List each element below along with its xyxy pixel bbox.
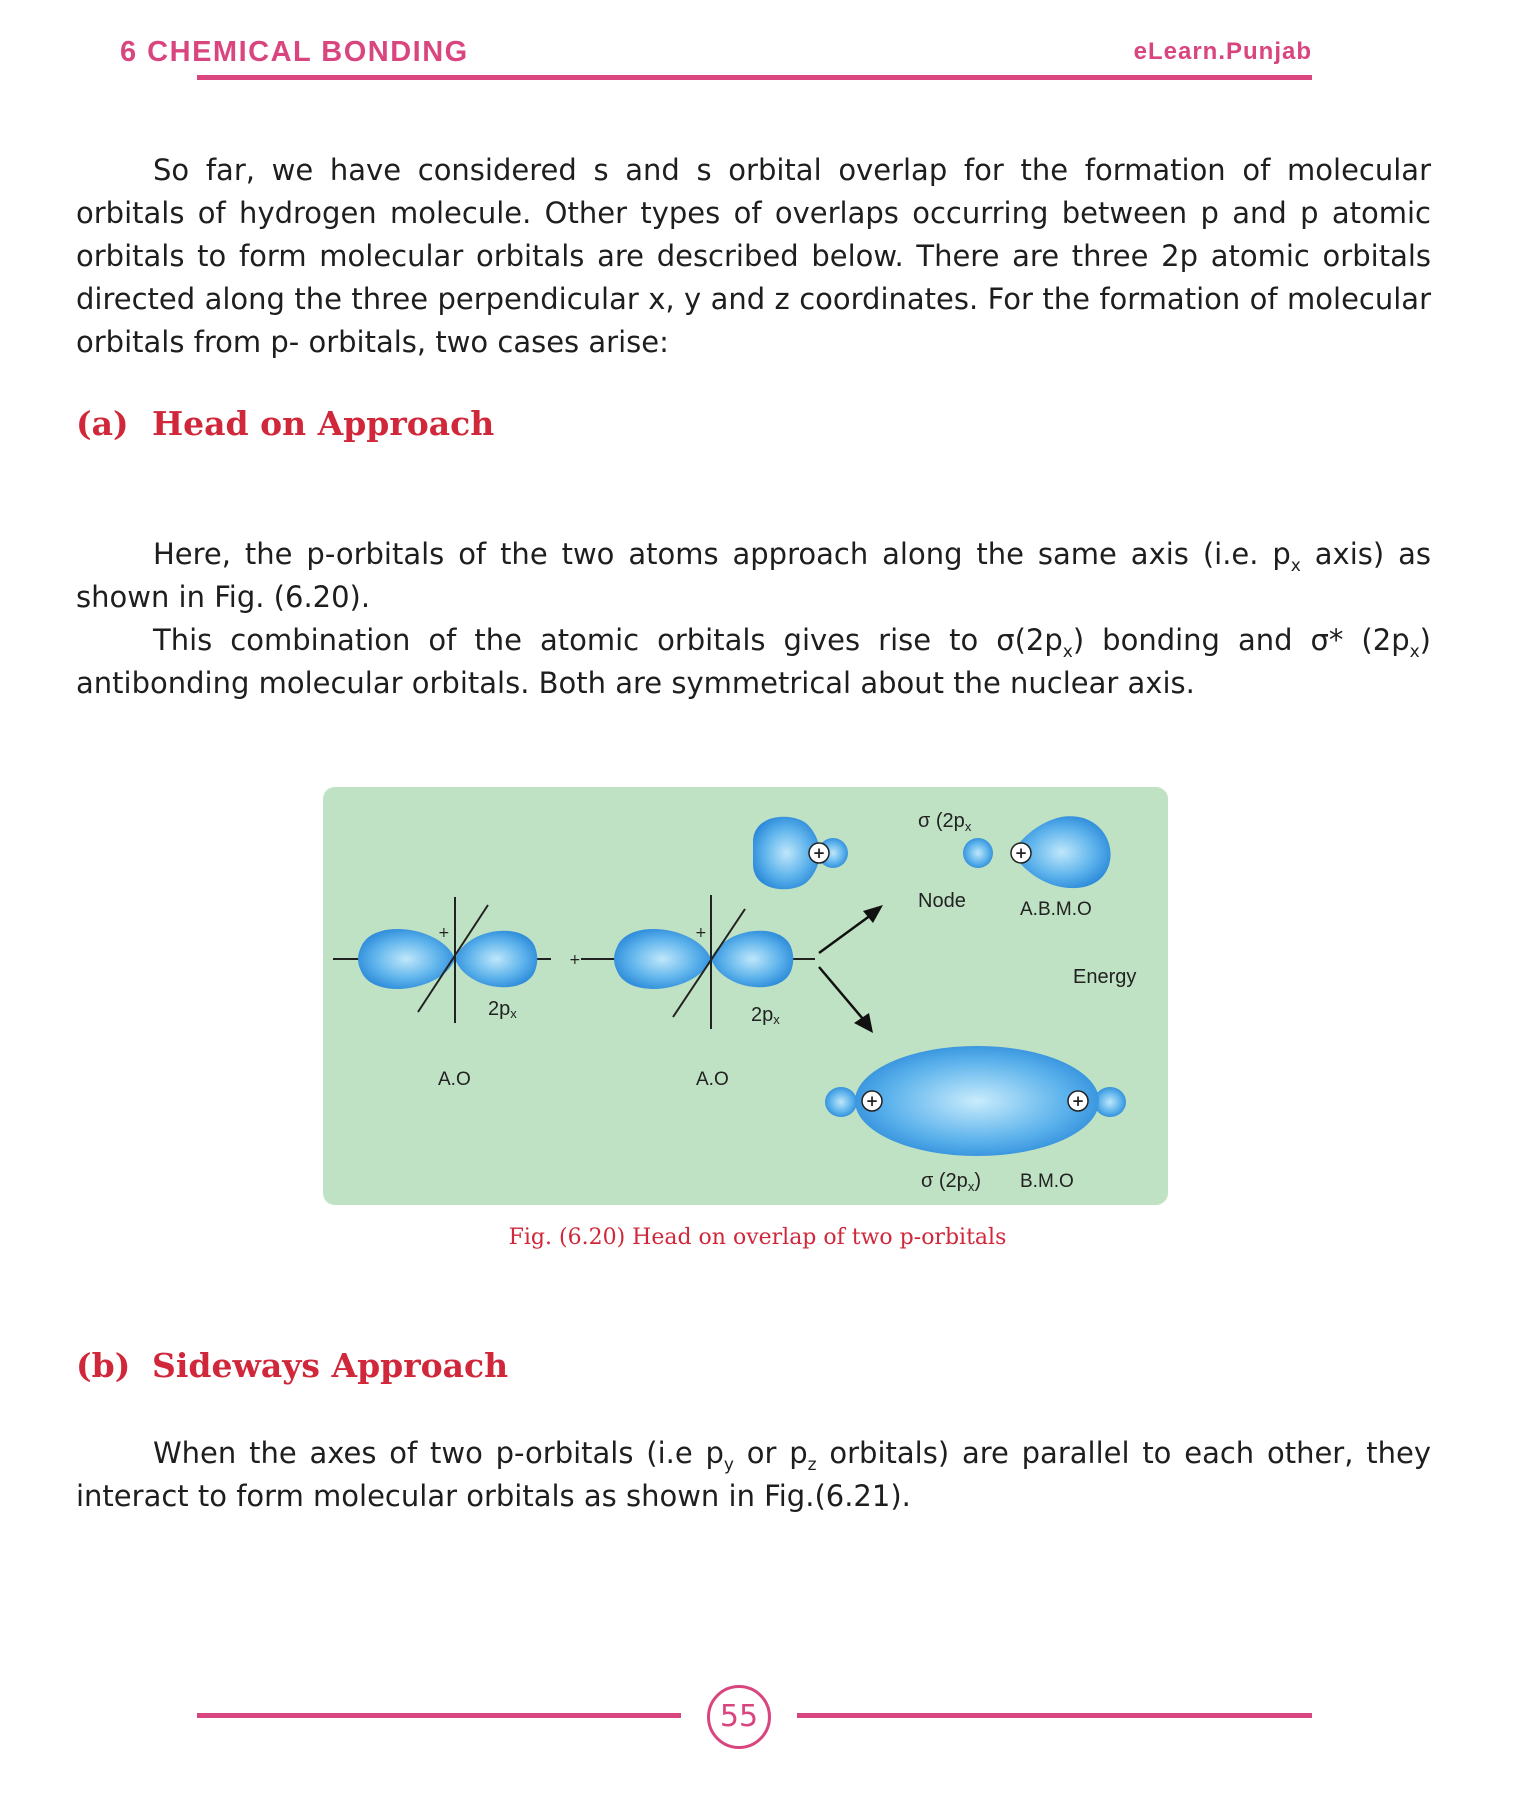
section-b-paragraph [76, 1432, 1431, 1518]
p2-text-mid: ) bonding and σ* (2p [1072, 623, 1410, 657]
orbital-diagram [323, 787, 1168, 1205]
label-abmo: A.B.M.O [1020, 899, 1092, 920]
label-sigma: σ $(2p_x)$ [921, 1170, 981, 1194]
label-2px-1: 2px [488, 998, 517, 1021]
footer-rule-right [797, 1713, 1312, 1718]
pb-subscript-1: y [723, 1455, 734, 1475]
pb-text-mid: or p [733, 1436, 808, 1470]
label-bmo: B.M.O [1020, 1171, 1074, 1192]
pb-text-post: orbitals) are parallel to each other, they interact to form molecular orbitals as shown in Fig.(6.21). [76, 1436, 1431, 1513]
label-ao-2: A.O [696, 1069, 729, 1090]
header-rule [197, 75, 1312, 80]
intro-paragraph: So far, we have considered s and s orbital overlap for the formation of molecular orbitals of hydrogen molecule. Other types of overlaps occurring between p and p atomic orbitals to form molecular orbitals are described below. There are three 2p atomic orbitals directed along the three perpendicular x, y and z coordinates. For the formation of molecular orbitals from p- orbitals, two cases arise: [76, 153, 1431, 359]
label-energy: Energy [1073, 966, 1137, 988]
label-2px-2: 2px [751, 1004, 780, 1027]
plus-marker-ao2: + [695, 925, 707, 941]
figure-caption: Fig. (6.20) Head on overlap of two p-orbitals [508, 1225, 1007, 1250]
p2-text-post: ) antibonding molecular orbitals. Both are symmetrical about the nuclear axis. [76, 623, 1431, 700]
pb-text-pre: When the axes of two p-orbitals (i.e p [153, 1436, 724, 1470]
plus-marker-3: + [865, 1092, 879, 1110]
pb-subscript-2: z [807, 1455, 817, 1475]
section-b-heading [76, 1346, 508, 1385]
p1-subscript: x [1290, 556, 1301, 576]
p2-subscript-2: x [1409, 642, 1420, 662]
section-a-label: (a) [76, 404, 129, 443]
section-b-title: Sideways Approach [152, 1346, 509, 1385]
label-sigma-star: σ ($2p_x$ [918, 810, 972, 834]
plus-marker-1: + [812, 844, 826, 862]
plus-marker-2: + [1014, 844, 1028, 862]
section-b-label: (b) [76, 1346, 131, 1385]
plus-marker-4: + [1071, 1092, 1085, 1110]
label-node: Node [918, 890, 966, 912]
section-a-title: Head on Approach [152, 404, 495, 443]
chapter-title: 6 CHEMICAL BONDING [120, 36, 469, 68]
brand-name: eLearn.Punjab [1133, 38, 1312, 65]
figure-6-20 [323, 787, 1168, 1205]
p2-subscript-1: x [1062, 642, 1073, 662]
p2-text-pre: This combination of the atomic orbitals gives rise to σ(2p [153, 623, 1063, 657]
plus-marker-ao1: + [438, 925, 450, 941]
section-a-heading [76, 404, 494, 443]
p1-text-pre: Here, the p-orbitals of the two atoms approach along the same axis (i.e. p [153, 537, 1291, 571]
page-number: 55 [707, 1685, 771, 1749]
footer-rule-left [197, 1713, 681, 1718]
section-a-paragraph [76, 533, 1431, 705]
label-ao-1: A.O [438, 1069, 471, 1090]
plus-between-orbitals: + [569, 952, 581, 968]
p1-text-post: axis) as shown in Fig. (6.20). [76, 537, 1431, 614]
